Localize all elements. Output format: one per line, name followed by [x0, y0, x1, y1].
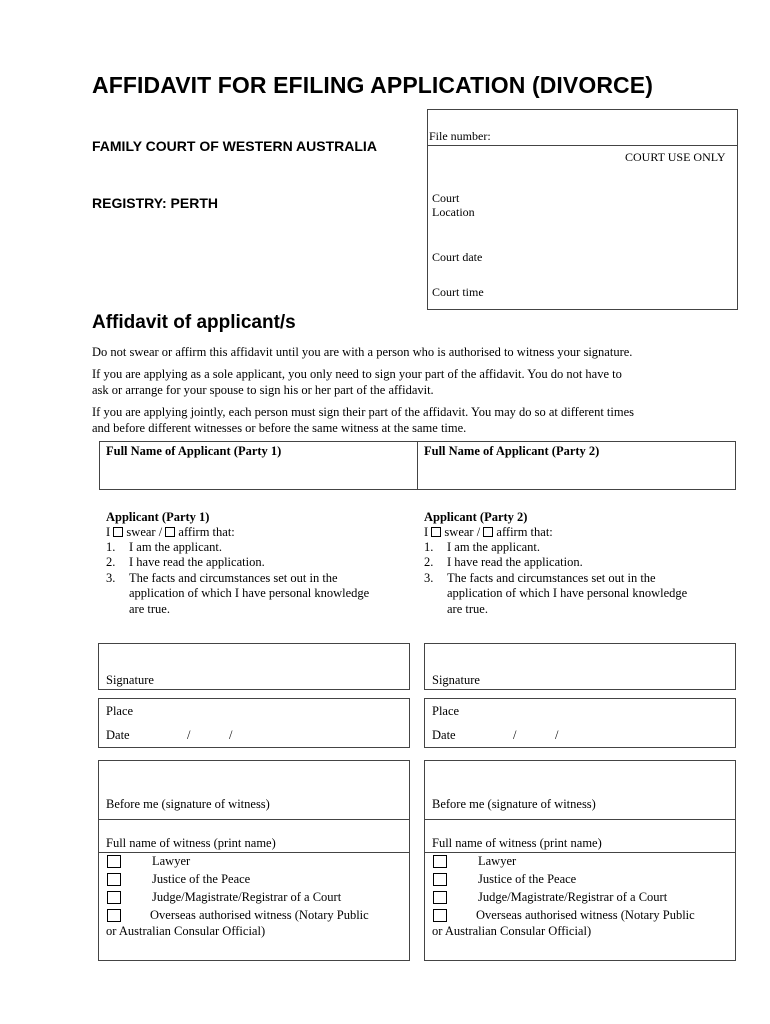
party1-item2-num: 2.	[106, 555, 116, 569]
party2-overseas-label-2: or Australian Consular Official)	[432, 924, 592, 938]
party1-signature-label: Signature	[106, 673, 154, 687]
court-location-label: Court	[432, 191, 460, 205]
party2-affirm-label: affirm that:	[496, 525, 553, 539]
party2-item1: I am the applicant.	[447, 540, 541, 554]
court-location-label-2: Location	[432, 205, 475, 219]
court-time-label: Court time	[432, 285, 484, 299]
party1-witness-divider-2	[98, 852, 410, 853]
sole-instruction-line2: ask or arrange for your spouse to sign his or her part of the affidavit.	[92, 383, 434, 397]
party2-witness-divider-1	[424, 819, 736, 820]
party1-item1-num: 1.	[106, 540, 116, 554]
registry-name: REGISTRY: PERTH	[92, 195, 219, 211]
party2-swear-label: swear /	[444, 525, 481, 539]
party1-place-label: Place	[106, 704, 134, 718]
party1-item3-line3: are true.	[129, 602, 170, 616]
party2-place-date-box[interactable]	[424, 698, 736, 748]
party1-overseas-label-2: or Australian Consular Official)	[106, 924, 266, 938]
party1-heading: Applicant (Party 1)	[106, 510, 210, 524]
court-box-divider	[427, 145, 738, 146]
party2-item3-line2: application of which I have personal knowledge	[447, 586, 688, 600]
party2-item2: I have read the application.	[447, 555, 583, 569]
court-date-label: Court date	[432, 250, 483, 264]
party2-item3-num: 3.	[424, 571, 434, 585]
party2-jp-label: Justice of the Peace	[478, 872, 577, 886]
party1-place-date-box[interactable]	[98, 698, 410, 748]
court-use-only-label: COURT USE ONLY	[625, 150, 726, 164]
page-title: AFFIDAVIT FOR EFILING APPLICATION (DIVORCE)	[92, 72, 653, 98]
party2-overseas-checkbox[interactable]	[433, 909, 447, 922]
party1-item1: I am the applicant.	[129, 540, 223, 554]
party2-full-name-label: Full Name of Applicant (Party 2)	[424, 444, 600, 458]
file-number-label: File number:	[429, 129, 491, 143]
party2-lawyer-checkbox[interactable]	[433, 855, 447, 868]
section-heading: Affidavit of applicant/s	[92, 312, 296, 333]
full-name-divider	[417, 441, 418, 490]
party2-item2-num: 2.	[424, 555, 434, 569]
party1-affirm-label: affirm that:	[178, 525, 235, 539]
party2-item3-line1: The facts and circumstances set out in the	[447, 571, 656, 585]
party2-date-label: Date	[432, 728, 456, 742]
joint-instruction-line2: and before different witnesses or before the same witness at the same time.	[92, 421, 467, 435]
party1-swear-checkbox[interactable]	[113, 527, 123, 537]
party2-date-sep2: /	[555, 728, 559, 742]
party1-affirm-checkbox[interactable]	[165, 527, 175, 537]
party2-signature-label: Signature	[432, 673, 480, 687]
sole-instruction-line1: If you are applying as a sole applicant, you only need to sign your part of the affidavit. You do not have to	[92, 367, 622, 381]
party2-swear-checkbox[interactable]	[431, 527, 441, 537]
party1-oath-line	[106, 525, 235, 540]
party2-item1-num: 1.	[424, 540, 434, 554]
party2-place-label: Place	[432, 704, 460, 718]
party2-oath-line	[424, 525, 553, 540]
party1-swear-label: swear /	[126, 525, 163, 539]
party1-lawyer-label: Lawyer	[152, 854, 191, 868]
court-name: FAMILY COURT OF WESTERN AUSTRALIA	[92, 138, 377, 154]
party2-date-sep1: /	[513, 728, 517, 742]
party1-overseas-checkbox[interactable]	[107, 909, 121, 922]
joint-instruction-line1: If you are applying jointly, each person must sign their part of the affidavit. You may do so at different times	[92, 405, 635, 419]
party1-full-name-label: Full Name of Applicant (Party 1)	[106, 444, 282, 458]
party1-full-name-field[interactable]	[101, 462, 415, 488]
party1-item3-num: 3.	[106, 571, 116, 585]
intro-text: Do not swear or affirm this affidavit until you are with a person who is authorised to witness your signature.	[92, 345, 633, 359]
party1-overseas-label: Overseas authorised witness (Notary Public	[150, 908, 369, 922]
party2-jp-checkbox[interactable]	[433, 873, 447, 886]
party2-judge-checkbox[interactable]	[433, 891, 447, 904]
party2-item3-line3: are true.	[447, 602, 488, 616]
party1-item3-line2: application of which I have personal knowledge	[129, 586, 370, 600]
party1-date-label: Date	[106, 728, 130, 742]
party2-witness-name-label: Full name of witness (print name)	[432, 836, 602, 850]
party2-i-label: I	[424, 525, 429, 539]
party2-lawyer-label: Lawyer	[478, 854, 517, 868]
party1-jp-checkbox[interactable]	[107, 873, 121, 886]
party1-lawyer-checkbox[interactable]	[107, 855, 121, 868]
party1-witness-name-label: Full name of witness (print name)	[106, 836, 276, 850]
party1-jp-label: Justice of the Peace	[152, 872, 251, 886]
party1-date-sep2: /	[229, 728, 233, 742]
party2-witness-divider-2	[424, 852, 736, 853]
party1-witness-divider-1	[98, 819, 410, 820]
party2-affirm-checkbox[interactable]	[483, 527, 493, 537]
party1-date-sep1: /	[187, 728, 191, 742]
party2-judge-label: Judge/Magistrate/Registrar of a Court	[478, 890, 668, 904]
party1-judge-checkbox[interactable]	[107, 891, 121, 904]
party2-witness-signature-label: Before me (signature of witness)	[432, 797, 596, 811]
party1-item2: I have read the application.	[129, 555, 265, 569]
party1-witness-signature-label: Before me (signature of witness)	[106, 797, 270, 811]
party2-heading: Applicant (Party 2)	[424, 510, 528, 524]
party2-full-name-field[interactable]	[419, 462, 734, 488]
party2-overseas-label: Overseas authorised witness (Notary Public	[476, 908, 695, 922]
party1-judge-label: Judge/Magistrate/Registrar of a Court	[152, 890, 342, 904]
party1-item3-line1: The facts and circumstances set out in the	[129, 571, 338, 585]
party1-i-label: I	[106, 525, 111, 539]
